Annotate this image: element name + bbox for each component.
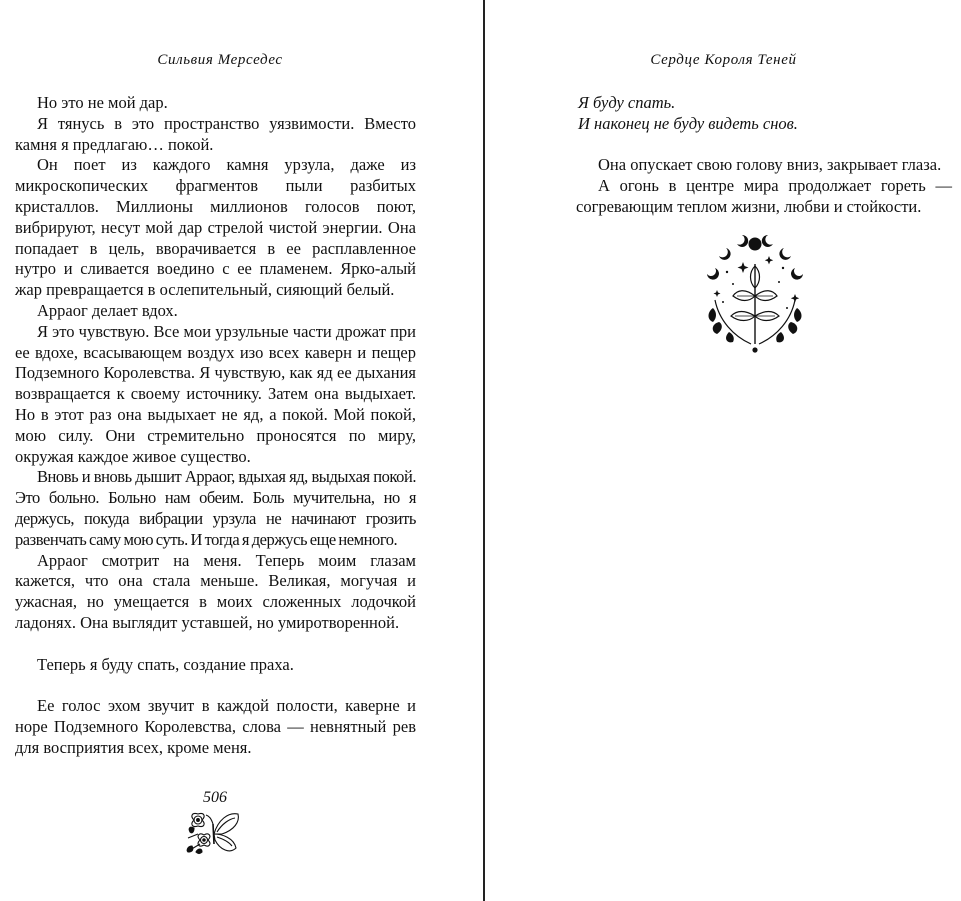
paragraph: Арраог смотрит на меня. Теперь моим глазам кажется, что она стала меньше. Великая, могучая и ужасная, но умещается в моих сложенных лодочкой ладонях. Она выглядит уставшей, но умиротворенной. xyxy=(15,550,416,632)
page-spine-divider xyxy=(483,0,485,901)
paragraph: Теперь я буду спать, создание праха. xyxy=(37,654,294,674)
butterfly-flowers-icon xyxy=(184,810,242,856)
paragraph: Я тянусь в это пространство уязвимости. Вместо камня я предлагаю… покой. xyxy=(15,113,416,154)
right-page-text xyxy=(576,93,952,218)
running-head-author: Сильвия Мерседес xyxy=(157,52,283,68)
paragraph: А огонь в центре мира продолжает гореть — согревающим теплом жизни, любви и стойкости. xyxy=(576,176,952,216)
running-head-title: Сердце Короля Теней xyxy=(650,52,797,68)
italic-line: И наконец не буду видеть снов. xyxy=(578,113,798,133)
left-page-text xyxy=(15,93,416,759)
blank-line xyxy=(576,135,952,156)
paragraph: Арраог делает вдох. xyxy=(37,300,178,320)
paragraph: Я это чувствую. Все мои урзульные части дрожат при ее вдохе, всасывающем воздух изо всех каверн и пещер Подземного Королевства. Я чувствую, как яд ее дыхания возвращается к своему источнику. Затем она выдыхает. Но в этот раз она выдыхает не яд, а покой. Мой покой, мою силу. Они стремительно проносятся по миру, окружая каждое живое существо. xyxy=(15,321,416,466)
paragraph: Ее голос эхом звучит в каждой полости, каверне и норе Подземного Королевства, слова — невнятный рев для восприятия всех, кроме меня. xyxy=(15,696,416,757)
paragraph: Он поет из каждого камня урзула, даже из микроскопических фрагментов пыли разбитых кристаллов. Миллионы миллионов голосов поют, вибрируют, несут мой дар стрелой чистой энергии. Она попадает в цель, вворачивается в ее расплавленное нутро и сливается воедино с ее пламенем. Ярко-алый жар превращается в ослепительный, сияющий белый. xyxy=(15,155,416,300)
right-page xyxy=(486,0,961,901)
italic-line: Я буду спать. xyxy=(578,93,676,112)
page-number: 506 xyxy=(203,789,227,806)
paragraph: Но это не мой дар. xyxy=(37,93,168,112)
blank-line xyxy=(15,634,416,655)
paragraph: Вновь и вновь дышит Арраог, вдыхая яд, выдыхая покой. Это больно. Больно нам обеим. Боль мучительна, но я держусь, покуда вибрации урзула не начинают грозить развенчать саму мою суть. И тогда я держусь еще немного. xyxy=(15,467,416,549)
paragraph: Она опускает свою голову вниз, закрывает глаза. xyxy=(598,155,942,175)
moon-phases-leaf-vignette-icon xyxy=(697,232,813,356)
blank-line xyxy=(15,675,416,696)
